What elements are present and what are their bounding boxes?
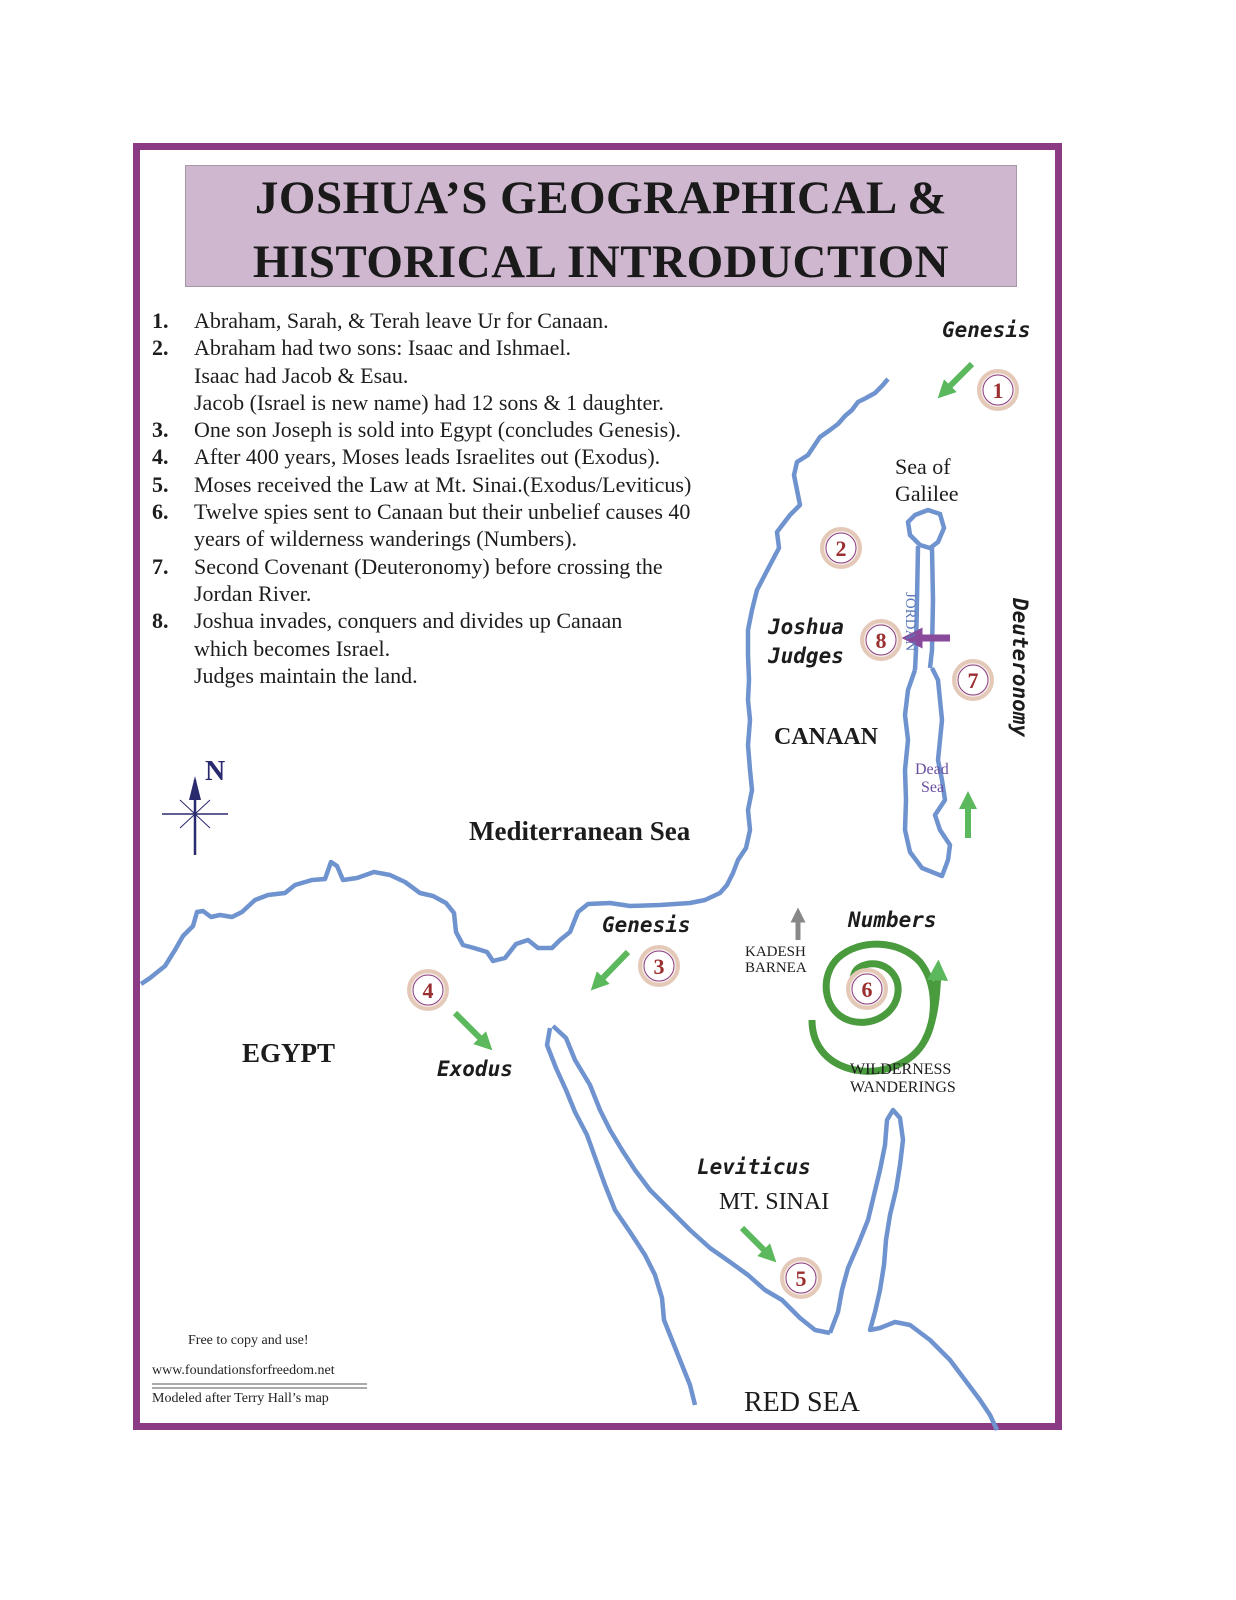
marker-6-label: 6 <box>861 977 873 1002</box>
credit-model-note: Modeled after Terry Hall’s map <box>152 1391 329 1406</box>
event-number: 3. <box>152 417 169 443</box>
place-label-dead-sea: Sea <box>921 779 945 796</box>
event-text: Moses received the Law at Mt. Sinai.(Exodus/Leviticus) <box>194 471 692 497</box>
event-text: Jordan River. <box>194 580 312 606</box>
event-number: 1. <box>152 308 169 333</box>
marker-1 <box>979 371 1017 409</box>
event-number: 2. <box>152 335 169 361</box>
event-text: Second Covenant (Deuteronomy) before crossing the <box>194 553 663 579</box>
event-text: Isaac had Jacob & Esau. <box>194 362 409 388</box>
event-number: 7. <box>152 553 169 579</box>
event-text: Judges maintain the land. <box>194 662 418 688</box>
event-text: Abraham had two sons: Isaac and Ishmael. <box>194 335 571 361</box>
arrow-leviticus <box>742 1228 770 1256</box>
place-label-kadesh-barnea: BARNEA <box>745 960 807 976</box>
marker-2 <box>822 529 860 567</box>
book-label-judges: Judges <box>768 644 844 668</box>
gulf-of-suez-west <box>547 1028 695 1405</box>
event-number: 8. <box>152 608 169 634</box>
event-text: which becomes Israel. <box>194 635 391 661</box>
arrow-genesis-mid <box>597 952 628 984</box>
place-label-mediterranean: Mediterranean Sea <box>469 816 691 846</box>
place-label-wilderness-wanderings: WANDERINGS <box>850 1079 956 1096</box>
place-label-sea-of-galilee: Sea of <box>895 454 951 479</box>
marker-5-label: 5 <box>795 1266 807 1291</box>
arrow-exodus <box>455 1013 486 1044</box>
credit-free-to-copy: Free to copy and use! <box>188 1333 309 1348</box>
place-label-kadesh-barnea: KADESH <box>745 944 806 960</box>
sea-of-galilee-shore <box>908 510 944 548</box>
event-number: 5. <box>152 471 169 497</box>
marker-4-label: 4 <box>422 978 434 1003</box>
marker-5 <box>782 1259 820 1297</box>
event-text: Jacob (Israel is new name) had 12 sons & 1 daughter. <box>194 389 664 415</box>
event-text: Abraham, Sarah, & Terah leave Ur for Canaan. <box>194 308 609 333</box>
compass-north-label: N <box>205 756 226 787</box>
place-label-jordan: JORDAN <box>902 592 918 652</box>
book-label-exodus: Exodus <box>437 1057 513 1081</box>
marker-7-label: 7 <box>967 668 979 693</box>
place-label-wilderness-wanderings: WILDERNESS <box>850 1061 952 1078</box>
event-text: After 400 years, Moses leads Israelites out (Exodus). <box>194 444 661 470</box>
event-text: Joshua invades, conquers and divides up Canaan <box>194 608 623 634</box>
mediterranean-coastline <box>141 379 888 984</box>
credit-website-link[interactable]: www.foundationsforfreedom.net <box>152 1363 335 1378</box>
place-label-red-sea: RED SEA <box>744 1387 860 1418</box>
arrow-genesis-top <box>944 364 972 392</box>
place-label-dead-sea: Dead <box>915 761 949 778</box>
marker-7 <box>954 661 992 699</box>
marker-3-label: 3 <box>653 954 665 979</box>
event-number: 4. <box>152 444 169 470</box>
place-label-mt-sinai: MT. SINAI <box>719 1189 830 1215</box>
marker-1-label: 1 <box>992 378 1004 403</box>
marker-4 <box>409 971 447 1009</box>
place-label-sea-of-galilee: Galilee <box>895 481 959 506</box>
book-label-joshua: Joshua <box>768 615 844 639</box>
marker-2-label: 2 <box>835 536 847 561</box>
marker-8-label: 8 <box>875 628 887 653</box>
event-text: Twelve spies sent to Canaan but their unbelief causes 40 <box>194 499 691 525</box>
marker-3 <box>640 947 678 985</box>
event-text: years of wilderness wanderings (Numbers). <box>194 526 578 552</box>
book-label-numbers: Numbers <box>848 908 937 932</box>
book-label-genesis-mid: Genesis <box>602 913 691 937</box>
book-label-genesis-top: Genesis <box>942 318 1031 342</box>
title-line-2: HISTORICAL INTRODUCTION <box>252 236 950 288</box>
marker-6 <box>848 970 886 1008</box>
title-line-1: JOSHUA’S GEOGRAPHICAL & <box>254 172 948 224</box>
book-label-leviticus: Leviticus <box>697 1155 811 1179</box>
place-label-egypt: EGYPT <box>242 1038 336 1068</box>
event-text: One son Joseph is sold into Egypt (concludes Genesis). <box>194 417 681 443</box>
book-label-deuteronomy: Deuteronomy <box>1008 598 1032 738</box>
gulf-of-aqaba <box>830 1110 997 1430</box>
place-label-canaan: CANAAN <box>774 724 878 750</box>
event-number: 6. <box>152 499 169 525</box>
marker-8 <box>862 621 900 659</box>
